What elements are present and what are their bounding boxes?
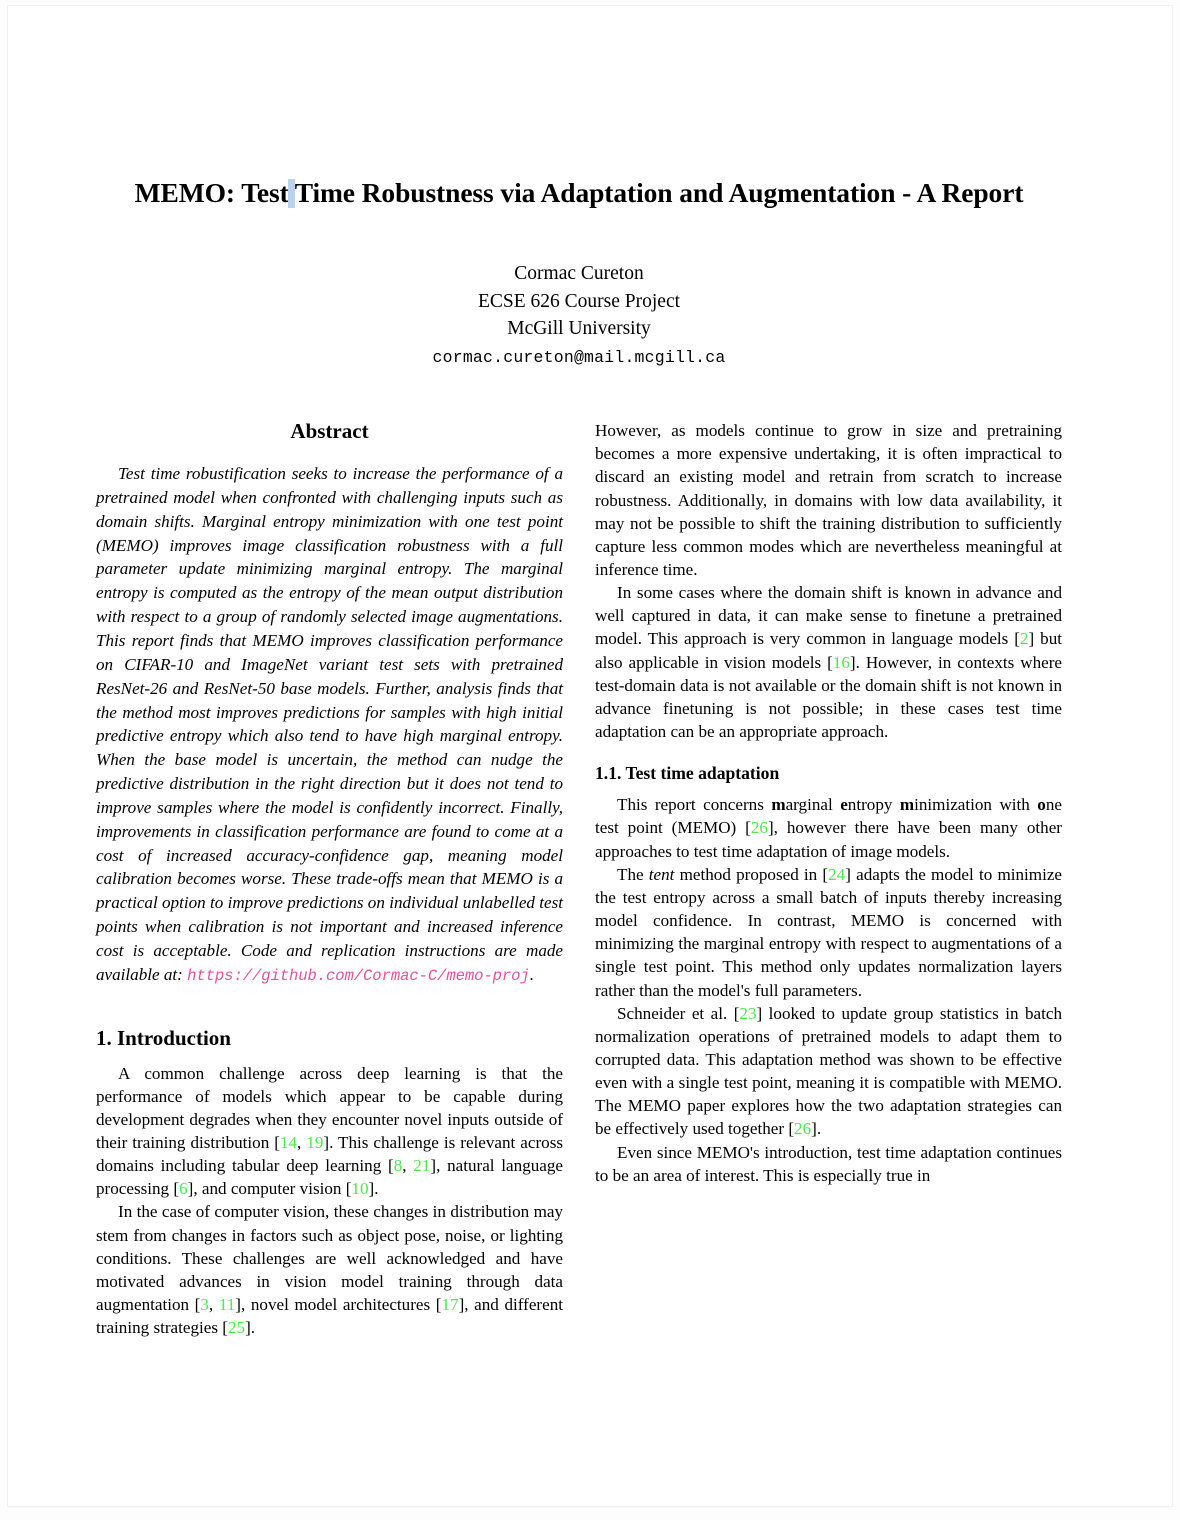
citation-26-b[interactable]: 26: [794, 1119, 812, 1139]
paper-page: [8, 6, 1172, 1506]
text-run: Schneider et al. [: [617, 1003, 740, 1023]
text-run: The: [617, 864, 649, 884]
text-run: ne test point (MEMO) [: [595, 795, 1062, 838]
subsection-paragraph-3: [595, 1002, 1062, 1141]
text-run: This report concerns: [617, 795, 772, 815]
citation-8[interactable]: 8: [393, 1156, 403, 1176]
text-run: In the case of computer vision, these changes in distribution may stem from changes in factors such as object pose, noise, or lighting conditions. These challenges are well acknowledged and have motivated advances in vision model training through data augmentation [: [96, 1202, 563, 1315]
citation-24[interactable]: 24: [828, 864, 846, 884]
author-name: Cormac Cureton: [514, 263, 644, 284]
two-column-body: [96, 419, 1062, 1339]
citation-2[interactable]: 2: [1019, 629, 1029, 649]
text-run: A common challenge across deep learning is that the performance of models which appear to be capable during development degrades when they encounter novel inputs outside of their training distribution [: [96, 1063, 563, 1152]
subsection-heading-test-time-adaptation: 1.1. Test time adaptation: [595, 763, 780, 784]
text-run: In some cases where the domain shift is known in advance and well captured in data, it can make sense to finetune a pretrained model. This approach is very common in language models [: [595, 583, 1062, 649]
method-name-tent: tent: [648, 864, 675, 884]
text-run: ], however there have been many other approaches to test time adaptation of image models.: [595, 818, 1062, 861]
subsection-paragraph-2: [595, 863, 1062, 1002]
text-run: ntropy: [847, 795, 900, 815]
citation-10[interactable]: 10: [351, 1179, 369, 1199]
author-block: [96, 260, 1062, 343]
text-run: ,: [402, 1156, 414, 1176]
memo-acronym-letter-m: m: [771, 795, 786, 815]
text-run: ], novel model architectures [: [235, 1295, 442, 1315]
right-column: [595, 419, 1062, 1187]
abstract-text: Test time robustification seeks to increase the performance of a pretrained model when confronted with challenging inputs such as domain shifts. Marginal entropy minimization with one test point (MEMO) improves image classification robustness with a full parameter update minimizing marginal entropy. The marginal entropy is computed as the entropy of the mean output distribution with respect to a group of randomly selected image augmentations. This report finds that MEMO improves classification performance on CIFAR-10 and ImageNet variant test sets with pretrained ResNet-26 and ResNet-50 base models. Further, analysis finds that the method most improves predictions for samples with high initial predictive entropy which also tend to have high marginal entropy. When the base model is uncertain, the method can nudge the predictive distribution in the right direction but it does not tend to improve samples where the model is confidently incorrect. Finally, improvements in classification performance are found to come at a cost of increased accuracy-confidence gap, meaning model calibration becomes worse. These trade-offs mean that MEMO is a practical option to improve predictions on individual unlabelled test points when calibration is not important and increased inference cost is acceptable. Code and replication instructions are made available at:: [96, 464, 563, 984]
citation-25[interactable]: 25: [227, 1318, 246, 1338]
title-text-part1: MEMO: Test: [134, 177, 289, 208]
author-email: cormac.cureton@mail.mcgill.ca: [432, 348, 726, 368]
citation-26[interactable]: 26: [750, 818, 768, 838]
text-run: Even since MEMO's introduction, test time adaptation continues to be an area of interest. This is especially true in: [595, 1142, 1062, 1185]
citation-21[interactable]: 21: [413, 1156, 431, 1176]
citation-6[interactable]: 6: [179, 1179, 188, 1199]
repository-url[interactable]: https://github.com/Cormac-C/memo-proj: [187, 966, 530, 985]
title-text-part2: Time Robustness via Adaptation and Augmentation - A Report: [294, 177, 1024, 208]
text-run: ] adapts the model to minimize the test entropy across a small batch of inputs thereby increasing model confidence. In contrast, MEMO is concerned with minimizing the marginal entropy with respect to augmentations of a single test point. This method only updates normalization layers rather than the model's full parameters.: [595, 864, 1062, 1000]
intro-paragraph-2: [96, 1200, 563, 1339]
intro-paragraph-1: [96, 1062, 563, 1201]
abstract-paragraph: [96, 462, 563, 987]
memo-acronym-letter-m2: m: [899, 795, 915, 815]
memo-acronym-letter-o: o: [1037, 795, 1046, 815]
text-run: ,: [208, 1295, 219, 1315]
affiliation-university: McGill University: [507, 318, 651, 340]
subsection-paragraph-1: [595, 793, 1062, 862]
text-run: ,: [297, 1133, 307, 1152]
text-run: ] but also applicable in vision models [: [595, 629, 1063, 672]
intro-paragraph-3: [595, 419, 1062, 581]
citation-3[interactable]: 3: [200, 1295, 209, 1315]
text-run: ]. However, in contexts where test-domain data is not available or the domain shift is not known in advance finetuning is not possible; in these cases test time adaptation can be an appropriate approach.: [595, 652, 1062, 742]
text-run: inimization with: [914, 795, 1038, 815]
page-content: [96, 176, 1062, 1339]
section-heading-introduction: 1. Introduction: [96, 1025, 231, 1050]
citation-14[interactable]: 14: [279, 1133, 298, 1152]
text-run: method proposed in [: [674, 864, 829, 884]
text-run: arginal: [785, 795, 841, 815]
abstract-heading: Abstract: [290, 419, 369, 444]
text-run: ], natural language processing [: [96, 1156, 564, 1199]
citation-11[interactable]: 11: [218, 1295, 236, 1315]
text-run: However, as models continue to grow in size and pretraining becomes a more expensive undertaking, it is often impractical to discard an existing model and retrain from scratch to increase robustness. Additionally, in domains with low data availability, it may not be possible to shift the training distribution to sufficiently capture less common modes which are nevertheless meaningful at inference time.: [595, 421, 1062, 579]
page-title: [96, 176, 1062, 209]
citation-17[interactable]: 17: [441, 1295, 459, 1315]
citation-23[interactable]: 23: [739, 1003, 757, 1023]
text-run: ], and computer vision [: [187, 1179, 352, 1199]
text-run: ] looked to update group statistics in batch normalization operations of pretrained models to adapt them to corrupted data. This adaptation method was shown to be effective even with a single test point, meaning it is compatible with MEMO. The MEMO paper explores how the two adaptation strategies can be effectively used together [: [595, 1003, 1062, 1139]
affiliation-course: ECSE 626 Course Project: [477, 290, 681, 312]
text-run: ], and different training strategies [: [96, 1295, 563, 1338]
citation-16[interactable]: 16: [832, 652, 850, 672]
abstract-body: [96, 462, 563, 987]
text-run: ].: [811, 1119, 822, 1139]
text-run: ]. This challenge is relevant across domains including tabular deep learning [: [96, 1133, 563, 1176]
intro-paragraph-4: [595, 581, 1062, 743]
memo-acronym-letter-e: e: [840, 795, 848, 815]
text-run: ].: [368, 1179, 379, 1199]
subsection-paragraph-4: [595, 1141, 1062, 1187]
left-column: [96, 419, 563, 1339]
abstract-text-end: .: [529, 964, 534, 984]
text-run: ].: [245, 1318, 256, 1338]
citation-19[interactable]: 19: [306, 1133, 324, 1152]
